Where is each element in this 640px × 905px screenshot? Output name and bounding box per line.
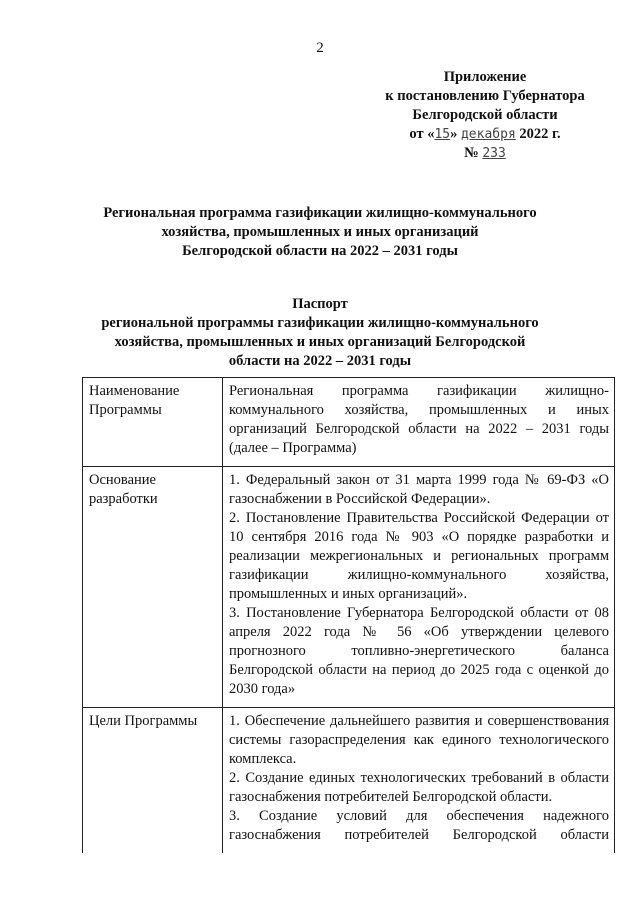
date-day: 15 bbox=[434, 127, 451, 142]
row-value bbox=[223, 378, 615, 467]
page-number: 2 bbox=[316, 40, 324, 56]
date-prefix: от « bbox=[409, 126, 435, 142]
row-label: Цели Программы bbox=[83, 708, 223, 854]
row-item: 2. Постановление Правительства Российской Федерации от 10 сентября 2016 года № 903 «О порядке разработки и реализации межрегиональных и региональных программ газификации жилищно-коммунального хозяйства, промышленных и иных организаций». bbox=[229, 510, 609, 602]
program-title-line-1: Региональная программа газификации жилищно-коммунального bbox=[103, 205, 537, 221]
passport-table bbox=[82, 377, 615, 853]
row-label: Наименование Программы bbox=[83, 378, 223, 467]
passport-line-3: области на 2022 – 2031 годы bbox=[228, 353, 412, 369]
row-value bbox=[223, 708, 615, 854]
table-row bbox=[83, 467, 615, 708]
date-month: декабря bbox=[460, 127, 516, 142]
passport-heading bbox=[60, 295, 580, 371]
appendix-date bbox=[360, 125, 610, 144]
program-title-line-3: Белгородской области на 2022 – 2031 годы bbox=[182, 243, 458, 259]
table-row bbox=[83, 708, 615, 854]
row-item: 1. Обеспечение дальнейшего развития и совершенствования системы газораспределения как единого технологического комплекса. bbox=[229, 713, 609, 767]
passport-line-2: хозяйства, промышленных и иных организаций Белгородской bbox=[114, 334, 526, 350]
appendix-number bbox=[360, 144, 610, 163]
passport-line-1: региональной программы газификации жилищно-коммунального bbox=[101, 315, 539, 331]
appendix-decree: к постановлению Губернатора bbox=[385, 88, 585, 104]
row-value bbox=[223, 467, 615, 708]
appendix-region: Белгородской области bbox=[412, 107, 558, 123]
row-item: 1. Федеральный закон от 31 марта 1999 года № 69-ФЗ «О газоснабжении в Российской Федерации». bbox=[229, 472, 609, 507]
row-label: Основание разработки bbox=[83, 467, 223, 708]
row-item: 2. Создание единых технологических требований в области газоснабжения потребителей Белгородской области. bbox=[229, 770, 609, 805]
date-year: 2022 г. bbox=[519, 126, 561, 142]
decree-number: 233 bbox=[482, 146, 506, 161]
date-mid: » bbox=[450, 126, 458, 142]
table-row bbox=[83, 378, 615, 467]
program-title bbox=[60, 204, 580, 261]
number-prefix: № bbox=[464, 145, 479, 161]
passport-title: Паспорт bbox=[292, 296, 348, 312]
appendix-title: Приложение bbox=[443, 69, 527, 85]
row-item: 3. Постановление Губернатора Белгородской области от 08 апреля 2022 года № 56 «Об утверждении целевого прогнозного топливно-энергетического баланса Белгородской области на период до 2025 года с оценкой до 2030 года» bbox=[229, 605, 609, 697]
appendix-block bbox=[360, 68, 610, 163]
row-item: 3. Создание условий для обеспечения надежного газоснабжения потребителей Белгородской области bbox=[229, 808, 609, 843]
program-title-line-2: хозяйства, промышленных и иных организаций bbox=[161, 224, 479, 240]
row-item: Региональная программа газификации жилищно-коммунального хозяйства, промышленных и иных организаций Белгородской области на 2022 – 2031 годы (далее – Программа) bbox=[229, 383, 609, 456]
